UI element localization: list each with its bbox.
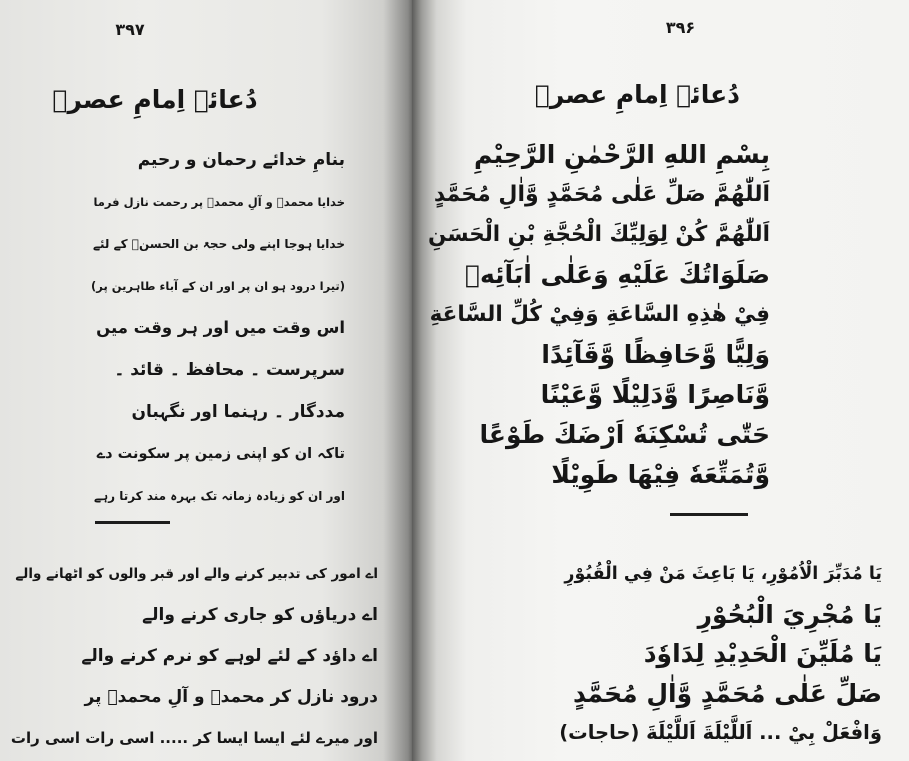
arabic-line-text: وَافْعَلْ بِيْ ... اَللَّيْلَةَ اَللَّيْلَةَ (حاجات) <box>559 721 882 744</box>
urdu-line-text: سرپرست ۔ محافظ ۔ قائد ۔ <box>114 360 345 380</box>
arabic-line-text: اَللّٰهُمَّ كُنْ لِوَلِيِّكَ الْحُجَّةِ بْنِ الْحَسَنِ <box>427 222 770 247</box>
urdu-line <box>90 223 345 265</box>
left-page <box>0 0 412 761</box>
arabic-line <box>558 595 882 635</box>
arabic-line <box>428 175 770 215</box>
arabic-line <box>428 215 770 255</box>
arabic-line-text: يَا مُدَبِّرَ الْاُمُوْرِ، يَا بَاعِثَ مَنْ فِي الْقُبُوْرِ <box>564 564 882 584</box>
urdu-line-text: بنامِ خدائے رحمان و رحیم <box>137 150 345 170</box>
page-title: دُعائے اِمامِ عصرؑ <box>52 85 258 114</box>
urdu-line <box>90 181 345 223</box>
urdu-line-text: اے داؤد کے لئے لوہے کو نرم کرنے والے <box>81 646 378 666</box>
urdu-line-text: خدایا محمدؐ و آلِ محمدؐ پر رحمت نازل فرما <box>93 195 345 209</box>
arabic-line-text: وَلِيًّا وَّحَافِظًا وَّقَآئِدًا <box>541 340 770 369</box>
urdu-line-text: تاکہ ان کو اپنی زمین پر سکونت دے <box>96 446 345 462</box>
arabic-block <box>428 135 770 495</box>
right-page <box>412 0 909 761</box>
arabic-line <box>428 135 770 175</box>
urdu-line-text: درود نازل کر محمدؐ و آلِ محمدؐ پر <box>84 687 378 707</box>
urdu-line <box>10 595 378 636</box>
page-number: ۳۹۶ <box>665 18 696 37</box>
section-divider <box>670 513 748 516</box>
urdu-line <box>10 554 378 595</box>
urdu-line-text: اس وقت میں اور ہر وقت میں <box>96 318 345 337</box>
page-title: دُعائے اِمامِ عصرؑ <box>534 80 740 109</box>
arabic-line-text: صَلَوَاتُكَ عَلَيْهِ وَعَلٰى اٰبَآئِهٖ <box>464 260 770 289</box>
translation-block-2 <box>10 554 378 759</box>
urdu-line <box>90 433 345 475</box>
urdu-line-text: مددگار ۔ رہنما اور نگہبان <box>131 402 345 422</box>
arabic-line-text: يَا مُجْرِيَ الْبُحُوْرِ <box>697 599 882 629</box>
urdu-line <box>90 139 345 181</box>
urdu-line <box>10 636 378 677</box>
urdu-line <box>90 349 345 391</box>
arabic-line-text: وَّنَاصِرًا وَّدَلِيْلًا وَّعَيْنًا <box>540 380 770 409</box>
urdu-line <box>90 307 345 349</box>
translation-block <box>90 139 345 517</box>
arabic-block-2 <box>558 555 882 753</box>
urdu-line-text: اے امور کی تدبیر کرنے والے اور قبر والوں کو اٹھانے والے <box>15 566 378 582</box>
arabic-line-text: بِسْمِ اللهِ الرَّحْمٰنِ الرَّحِيْمِ <box>474 140 770 169</box>
urdu-line <box>10 677 378 718</box>
arabic-line <box>558 674 882 714</box>
urdu-line-text: اے دریاؤں کو جاری کرنے والے <box>142 605 378 625</box>
page-number: ۳۹۷ <box>115 20 145 39</box>
arabic-line <box>428 375 770 415</box>
arabic-line <box>428 415 770 455</box>
urdu-line <box>10 718 378 759</box>
section-divider <box>95 521 170 524</box>
arabic-line <box>558 634 882 674</box>
arabic-line <box>428 455 770 495</box>
arabic-line <box>558 713 882 753</box>
arabic-line-text: حَتّٰى تُسْكِنَهٗ اَرْضَكَ طَوْعًا <box>479 420 770 449</box>
arabic-line <box>428 255 770 295</box>
urdu-line-text: اور ان کو زیادہ زمانہ تک بہرہ مند کرتا رہے <box>94 489 345 503</box>
urdu-line <box>90 265 345 307</box>
urdu-line <box>90 391 345 433</box>
arabic-line-text: اَللّٰهُمَّ صَلِّ عَلٰى مُحَمَّدٍ وَّاٰلِ مُحَمَّدٍ <box>433 182 770 207</box>
arabic-line-text: صَلِّ عَلٰى مُحَمَّدٍ وَّاٰلِ مُحَمَّدٍ <box>572 678 882 708</box>
arabic-line-text: فِيْ هٰذِهِ السَّاعَةِ وَفِيْ كُلِّ السَّاعَةِ <box>429 302 770 327</box>
urdu-line-text: اور میرے لئے ایسا ایسا کر ..... اسی رات اسی رات <box>10 729 378 747</box>
arabic-line-text: يَا مُلَيِّنَ الْحَدِيْدِ لِدَاوٗدَ <box>643 639 882 668</box>
arabic-line <box>428 295 770 335</box>
arabic-line-text: وَّتُمَتِّعَهٗ فِيْهَا طَوِيْلًا <box>551 460 770 489</box>
urdu-line-text: (تیرا درود ہو ان پر اور ان کے آباء طاہرین پر) <box>91 279 345 293</box>
urdu-line-text: خدایا ہوجا اپنے ولی حجۃ بن الحسنؑ کے لئے <box>92 237 345 251</box>
urdu-line <box>90 475 345 517</box>
arabic-line <box>558 555 882 595</box>
arabic-line <box>428 335 770 375</box>
